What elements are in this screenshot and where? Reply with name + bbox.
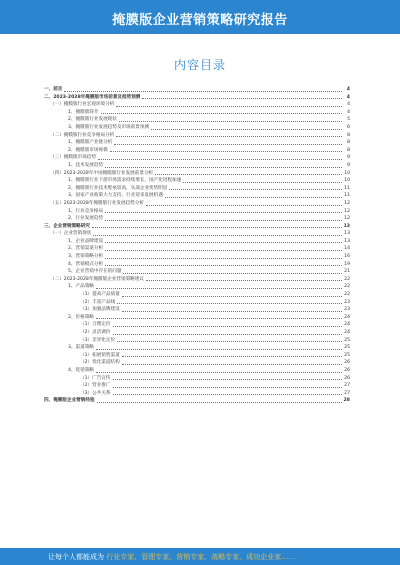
- toc-entry-label: 1、掩膜版行业下游市场需求持续增长，国产化进程加速: [68, 178, 182, 184]
- toc-entry[interactable]: [44, 375, 350, 383]
- toc-entry-page: 12: [344, 200, 350, 206]
- toc-leader-dots: [155, 174, 342, 175]
- toc-entry-page: 12: [344, 208, 350, 214]
- table-of-contents: [44, 86, 350, 405]
- toc-entry[interactable]: [44, 344, 350, 352]
- report-title: 掩膜版企业营销策略研究报告: [112, 13, 288, 28]
- toc-entry[interactable]: [44, 329, 350, 337]
- toc-entry[interactable]: [44, 200, 350, 208]
- toc-leader-dots: [117, 303, 342, 304]
- toc-entry[interactable]: [44, 185, 350, 193]
- toc-entry-label: 3、国家产业政策大力支持，行业迎来发展机遇: [68, 193, 163, 199]
- toc-leader-dots: [97, 402, 342, 403]
- toc-entry[interactable]: [44, 223, 350, 231]
- toc-entry[interactable]: [44, 268, 350, 276]
- toc-leader-dots: [113, 379, 343, 380]
- toc-entry-label: （1）拓展销售渠道: [80, 352, 120, 358]
- toc-entry-page: 24: [344, 330, 350, 335]
- toc-entry[interactable]: [44, 321, 350, 329]
- toc-entry[interactable]: [44, 192, 350, 200]
- toc-entry-label: （一）掩膜版行业宏观环境分析: [50, 102, 115, 108]
- toc-entry-label: （3）差异化定价: [80, 337, 116, 343]
- toc-leader-dots: [105, 250, 342, 251]
- toc-leader-dots: [123, 273, 342, 274]
- toc-entry-page: 10: [344, 178, 350, 184]
- toc-entry-page: 22: [344, 292, 350, 298]
- toc-entry-page: 22: [344, 284, 350, 290]
- toc-entry-page: 9: [347, 155, 350, 161]
- toc-entry-label: 2、掩膜版行业发展现状: [68, 117, 117, 123]
- toc-entry-label: 2、价格策略: [68, 314, 94, 320]
- toc-entry[interactable]: [44, 359, 350, 367]
- toc-entry-page: 9: [347, 162, 350, 168]
- toc-leader-dots: [105, 220, 342, 221]
- toc-entry[interactable]: [44, 299, 350, 307]
- toc-entry-page: 24: [344, 322, 350, 328]
- footer-slogan: [48, 552, 295, 562]
- header-bar: [0, 0, 400, 34]
- toc-leader-dots: [105, 258, 342, 259]
- toc-entry-label: （1）提高产品质量: [80, 292, 120, 298]
- toc-entry-page: 27: [344, 383, 350, 389]
- toc-entry[interactable]: [44, 253, 350, 261]
- toc-leader-dots: [96, 318, 342, 319]
- toc-entry[interactable]: [44, 337, 350, 345]
- toc-entry-page: 22: [344, 276, 350, 282]
- toc-entry-label: 1、掩膜版简介: [68, 109, 99, 115]
- toc-leader-dots: [114, 144, 342, 145]
- toc-leader-dots: [122, 364, 342, 365]
- toc-leader-dots: [116, 136, 342, 137]
- toc-leader-dots: [113, 326, 343, 327]
- toc-entry[interactable]: [44, 132, 350, 140]
- toc-entry-page: 4: [347, 109, 350, 115]
- toc-leader-dots: [105, 167, 342, 168]
- toc-entry[interactable]: [44, 170, 350, 178]
- toc-entry-label: 三、企业营销策略研究: [44, 223, 90, 229]
- toc-entry[interactable]: [44, 177, 350, 185]
- toc-entry[interactable]: [44, 382, 350, 390]
- toc-entry-label: 1、掩膜版产业链分析: [68, 140, 113, 146]
- toc-entry[interactable]: [44, 238, 350, 246]
- toc-entry-page: 23: [344, 307, 350, 313]
- toc-entry[interactable]: [44, 162, 350, 170]
- toc-entry-page: 8: [347, 132, 350, 138]
- toc-entry-label: 四、掩膜版企业营销经验: [44, 398, 95, 404]
- toc-entry-label: 1、企业品牌建设: [68, 238, 104, 244]
- toc-entry-page: 26: [344, 367, 350, 373]
- toc-entry-page: 23: [344, 299, 350, 305]
- toc-leader-dots: [64, 91, 342, 92]
- toc-entry[interactable]: [44, 283, 350, 291]
- toc-leader-dots: [101, 113, 343, 114]
- footer-roles: 行业专家、管理专家、营销专家、战略专家、成功企业家……: [106, 553, 296, 561]
- toc-entry[interactable]: [44, 147, 350, 155]
- footer-lead: 让每个人都能成为: [48, 553, 104, 561]
- toc-entry[interactable]: [44, 101, 350, 109]
- toc-entry-page: 21: [344, 269, 350, 275]
- toc-entry[interactable]: [44, 397, 350, 405]
- toc-entry-label: 2、掩膜版行业技术壁垒较高，头部企业优势明显: [68, 185, 168, 191]
- toc-entry-label: （四）2023-2028年中国掩膜版行业发展前景分析: [50, 170, 154, 176]
- toc-entry-page: 26: [344, 360, 350, 366]
- toc-entry-page: 19: [344, 261, 350, 267]
- toc-entry-label: （二）2023-2028年掩膜版企业营销策略建议: [50, 276, 144, 282]
- toc-entry-label: 1、产品策略: [68, 284, 94, 290]
- toc-entry[interactable]: [44, 390, 350, 398]
- toc-entry-label: 3、渠道策略: [68, 345, 94, 351]
- toc-entry[interactable]: [44, 215, 350, 223]
- toc-leader-dots: [119, 121, 342, 122]
- toc-entry-page: 11: [344, 185, 350, 191]
- toc-leader-dots: [113, 334, 343, 335]
- toc-entry-label: （2）丰富产品线: [80, 299, 116, 305]
- toc-entry-page: 28: [343, 398, 350, 404]
- toc-entry-label: （3）公共关系: [80, 390, 111, 396]
- toc-entry-page: 14: [344, 246, 350, 252]
- toc-entry-label: （2）灵活调价: [80, 330, 111, 335]
- toc-leader-dots: [122, 311, 342, 312]
- toc-entry[interactable]: [44, 109, 350, 117]
- toc-entry-label: 3、营销策略分析: [68, 254, 104, 260]
- toc-entry[interactable]: [44, 306, 350, 314]
- toc-entry-page: 25: [344, 337, 350, 343]
- toc-entry-label: （三）掩膜版市场趋势: [50, 155, 96, 161]
- toc-entry-label: 2、行业发展趋势: [68, 216, 104, 222]
- toc-leader-dots: [165, 197, 342, 198]
- toc-leader-dots: [92, 227, 342, 228]
- toc-entry-page: 11: [344, 193, 350, 199]
- toc-leader-dots: [183, 182, 342, 183]
- toc-entry-page: 4: [346, 87, 350, 92]
- toc-entry[interactable]: [44, 314, 350, 322]
- toc-leader-dots: [146, 280, 342, 281]
- toc-entry-label: 1、行业竞争格局: [68, 208, 104, 214]
- toc-entry-label: 二、2023-2028年掩膜版市场前景及趋势预测: [44, 94, 141, 100]
- toc-title: 内容目录: [173, 58, 226, 72]
- toc-entry-label: （五）2023-2028年掩膜版行业发展趋势分析: [50, 200, 144, 206]
- toc-entry-label: 1、技术发展趋势: [68, 162, 104, 168]
- toc-entry-label: 2、营销渠道分析: [68, 246, 104, 252]
- toc-entry-label: 3、掩膜版行业发展趋势及市场前景预测: [68, 124, 150, 130]
- toc-entry-page: 25: [344, 352, 350, 358]
- toc-entry[interactable]: [44, 245, 350, 253]
- toc-entry[interactable]: [44, 94, 350, 102]
- toc-entry-label: （1）广告宣传: [80, 375, 111, 381]
- toc-entry-page: 8: [347, 147, 350, 153]
- toc-entry[interactable]: [44, 261, 350, 269]
- toc-leader-dots: [96, 288, 342, 289]
- toc-entry-label: （1）合理定价: [80, 322, 111, 328]
- toc-entry-label: （一）企业营销现状: [50, 231, 92, 237]
- toc-entry-label: 4、促销策略: [68, 367, 94, 373]
- toc-entry-page: 5: [347, 117, 350, 123]
- toc-entry-label: 2、掩膜版市场规模: [68, 147, 108, 153]
- toc-entry-page: 6: [347, 124, 350, 130]
- toc-entry-page: 13: [344, 231, 350, 237]
- footer-bar: [0, 548, 400, 565]
- toc-leader-dots: [142, 98, 342, 99]
- toc-entry[interactable]: [44, 352, 350, 360]
- toc-leader-dots: [110, 151, 342, 152]
- toc-entry-page: 24: [344, 314, 350, 320]
- toc-entry-label: （2）营业推广: [80, 383, 111, 389]
- toc-entry-label: （二）掩膜版行业竞争格局分析: [50, 132, 115, 138]
- toc-entry-page: 4: [347, 102, 350, 108]
- toc-leader-dots: [105, 212, 342, 213]
- toc-entry-page: 13: [344, 238, 350, 244]
- toc-entry-label: 5、企业营销中存在的问题: [68, 269, 122, 275]
- toc-entry-page: 16: [344, 254, 350, 260]
- toc-leader-dots: [151, 129, 342, 130]
- toc-leader-dots: [122, 356, 342, 357]
- toc-entry-page: 27: [344, 390, 350, 396]
- toc-entry[interactable]: [44, 86, 350, 94]
- toc-entry-label: （2）优化渠道结构: [80, 360, 120, 366]
- toc-leader-dots: [96, 349, 342, 350]
- toc-entry-page: 12: [344, 216, 350, 222]
- toc-leader-dots: [96, 372, 342, 373]
- toc-entry[interactable]: [44, 230, 350, 238]
- toc-entry[interactable]: [44, 139, 350, 147]
- toc-leader-dots: [113, 387, 343, 388]
- toc-entry[interactable]: [44, 116, 350, 124]
- toc-leader-dots: [116, 106, 342, 107]
- toc-entry[interactable]: [44, 367, 350, 375]
- toc-leader-dots: [113, 394, 343, 395]
- toc-leader-dots: [146, 205, 342, 206]
- toc-entry[interactable]: [44, 154, 350, 162]
- toc-leader-dots: [169, 189, 342, 190]
- toc-entry-page: 13: [343, 223, 350, 229]
- toc-entry-page: 10: [344, 170, 350, 176]
- toc-entry-label: 4、营销模式分析: [68, 261, 104, 267]
- toc-entry[interactable]: [44, 124, 350, 132]
- toc-entry[interactable]: [44, 291, 350, 299]
- toc-leader-dots: [98, 159, 342, 160]
- toc-entry[interactable]: [44, 208, 350, 216]
- toc-leader-dots: [117, 341, 342, 342]
- toc-entry-label: （3）加强品牌建设: [80, 307, 120, 313]
- toc-entry-page: 4: [346, 94, 350, 100]
- toc-leader-dots: [105, 242, 342, 243]
- toc-entry-page: 26: [344, 375, 350, 381]
- toc-leader-dots: [93, 235, 342, 236]
- toc-entry-page: 8: [347, 140, 350, 146]
- toc-leader-dots: [122, 296, 342, 297]
- toc-entry-label: 一、前言: [44, 87, 63, 92]
- toc-entry-page: 25: [344, 345, 350, 351]
- toc-entry[interactable]: [44, 276, 350, 284]
- toc-leader-dots: [105, 265, 342, 266]
